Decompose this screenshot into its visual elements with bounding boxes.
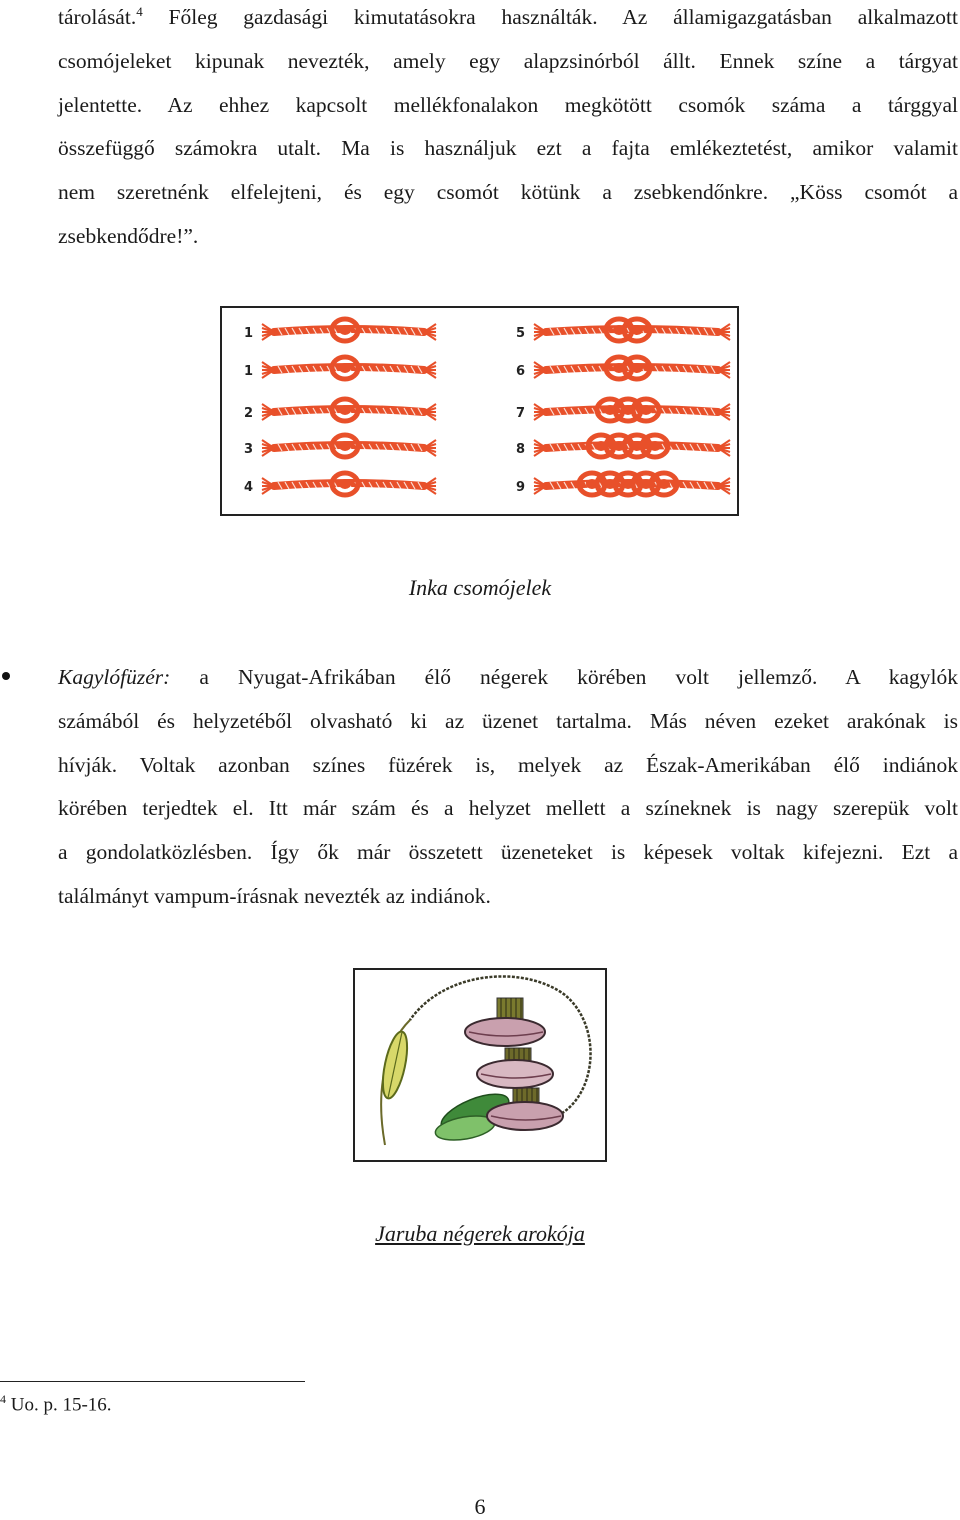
paragraph-1-line-2: csomójeleket kipunak nevezték, amely egy alapzsinórból állt. Ennek színe a tárgyat — [58, 48, 958, 73]
paragraph-1-line-4: összefüggő számokra utalt. Ma is használjuk ezt a fajta emlékeztetést, amikor valamit — [58, 136, 958, 161]
knot-label-right: 9 — [516, 480, 526, 495]
shell-string-figure — [353, 968, 607, 1162]
knotted-rope-left — [262, 473, 436, 495]
knot-label-right: 6 — [516, 364, 526, 379]
knot-label-right: 5 — [516, 326, 526, 341]
knotted-rope-left — [262, 357, 436, 379]
paragraph-2 — [58, 656, 958, 919]
bullet-icon — [2, 672, 10, 680]
inca-knots-figure — [220, 306, 739, 516]
inca-knots-illustration — [222, 308, 737, 514]
paragraph-2-line-1: Kagylófüzér: a Nyugat-Afrikában élő négerek körében volt jellemző. A kagylók — [58, 665, 958, 689]
paragraph-2-line-3: hívják. Voltak azonban színes füzérek is, melyek az Észak-Amerikában élő indiánok — [58, 752, 958, 777]
paragraph-1-line-6: zsebkendődre!”. — [58, 223, 199, 248]
figure-2-caption: Jaruba négerek arokója — [375, 1221, 585, 1246]
knotted-rope-right — [534, 319, 730, 341]
knot-label-right: 8 — [516, 442, 526, 457]
shell-string-illustration — [355, 970, 605, 1160]
knotted-rope-right — [534, 399, 730, 421]
knotted-rope-left — [262, 319, 436, 341]
knot-label-left: 2 — [244, 406, 254, 421]
footnote-ref[interactable]: 4 — [136, 3, 143, 19]
knotted-rope-right — [534, 473, 730, 495]
knot-label-left: 1 — [244, 364, 254, 379]
knotted-rope-right — [534, 435, 730, 457]
paragraph-2-line-4: körében terjedtek el. Itt már szám és a helyzet mellett a színeknek is nagy szerepük volt — [58, 796, 958, 821]
page-number: 6 — [474, 1494, 486, 1519]
paragraph-1-line-3: jelentette. Az ehhez kapcsolt mellékfonalakon megkötött csomók száma a tárggyal — [58, 92, 958, 117]
paragraph-2-line-2: számából és helyzetéből olvasható ki az üzenet tartalma. Más néven ezeket arakónak is — [58, 708, 958, 733]
knotted-rope-right — [534, 357, 730, 379]
paragraph-1 — [58, 0, 958, 259]
knotted-rope-left — [262, 399, 436, 421]
paragraph-2-line-5: a gondolatközlésben. Így ők már összetett üzeneteket is képesek voltak kifejezni. Ezt a — [58, 840, 958, 865]
footnote-separator — [0, 1381, 305, 1382]
knot-label-left: 4 — [244, 480, 254, 495]
term-kagylofuzer: Kagylófüzér: — [58, 665, 171, 689]
knot-label-right: 7 — [516, 406, 526, 421]
knot-label-left: 3 — [244, 442, 254, 457]
paragraph-1-line-5: nem szeretnénk elfelejteni, és egy csomót kötünk a zsebkendőnkre. „Köss csomót a — [58, 180, 958, 205]
figure-1-caption: Inka csomójelek — [408, 575, 552, 600]
paragraph-1-line-1: tárolását.$^4$ Főleg gazdasági kimutatásokra használták. Az államigazgatásban alkalmazott — [58, 3, 958, 29]
knot-label-left: 1 — [244, 326, 254, 341]
footnote: $^4$ Uo. p. 15-16. — [0, 1392, 112, 1416]
knotted-rope-left — [262, 435, 436, 457]
paragraph-2-line-6: találmányt vampum-írásnak nevezték az indiánok. — [58, 883, 491, 908]
